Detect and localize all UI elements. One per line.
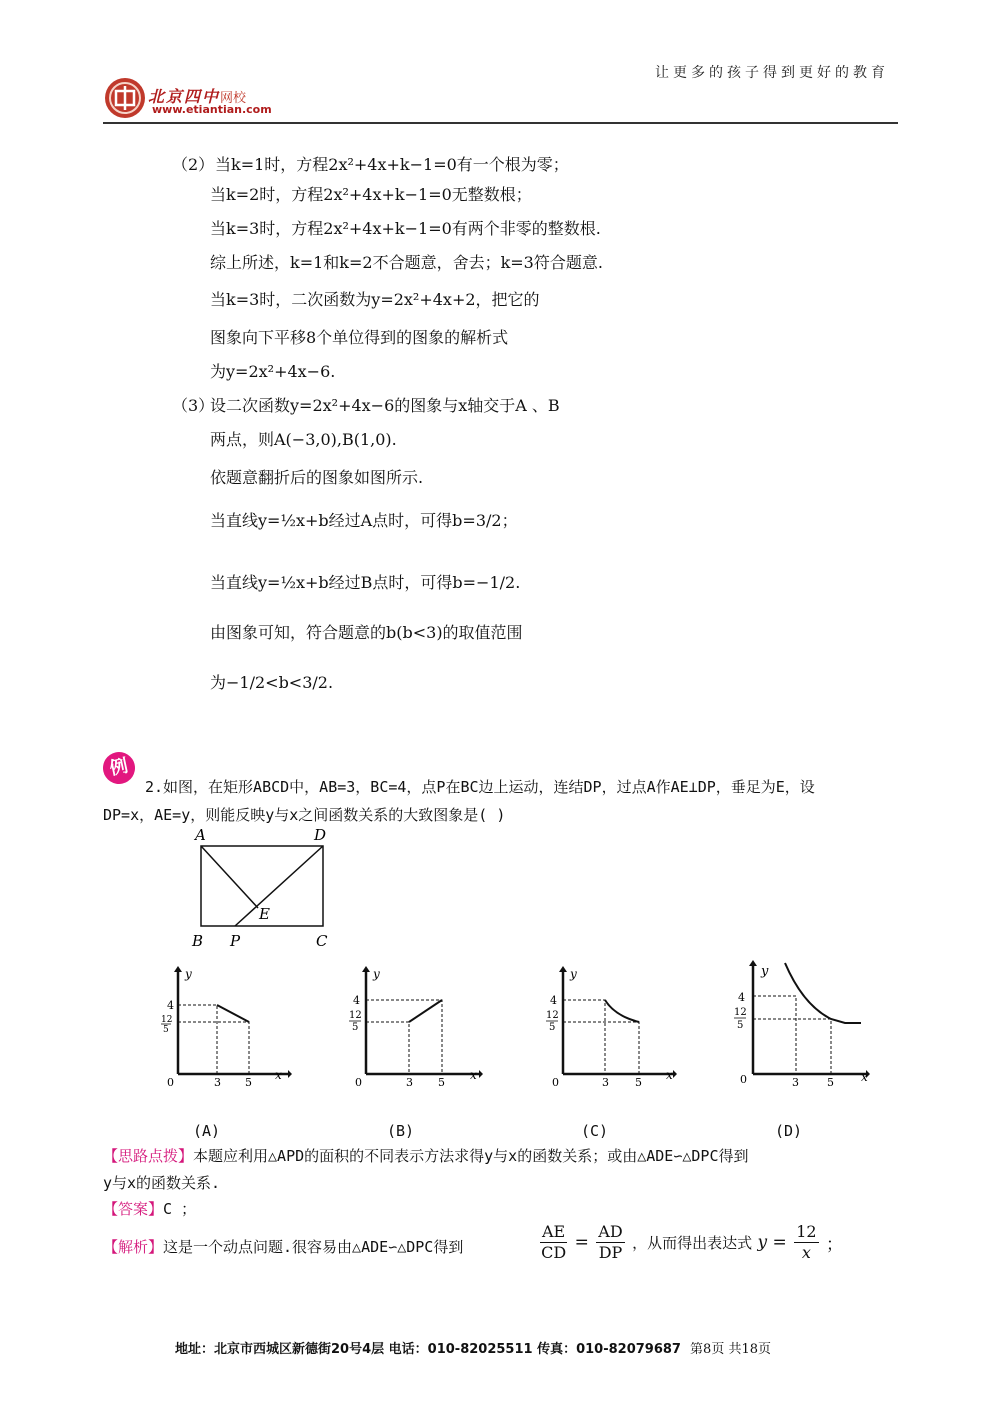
logo-emblem-icon bbox=[103, 76, 147, 120]
svg-text:5: 5 bbox=[245, 1076, 252, 1089]
graph-label: (B) bbox=[387, 1122, 415, 1140]
solution-line: 当直线y=½x+b经过A点时，可得b=3/2； bbox=[210, 511, 518, 530]
footer: 地址：北京市西城区新德街20号4层 电话：010-82025511 传真：010-82079687 第8页 共18页 bbox=[175, 1342, 771, 1357]
fraction-12-x: $\frac{12}{x}$ bbox=[796, 1222, 817, 1262]
svg-text:5: 5 bbox=[163, 1025, 169, 1035]
label-c: C bbox=[316, 932, 328, 950]
graph-label: (C) bbox=[581, 1122, 609, 1140]
svg-text:5: 5 bbox=[827, 1076, 834, 1089]
svg-text:4: 4 bbox=[550, 994, 557, 1007]
solution-line: 图象向下平移8个单位得到的图象的解析式 bbox=[210, 328, 509, 347]
slogan: 让更多的孩子得到更好的教育 bbox=[655, 65, 889, 81]
svg-text:0: 0 bbox=[740, 1073, 747, 1086]
hint-tag: 【思路点拨】 bbox=[103, 1147, 194, 1165]
answer-line: 【答案】C ； bbox=[103, 1200, 197, 1218]
rectangle-figure bbox=[190, 824, 340, 954]
logo bbox=[103, 76, 147, 120]
svg-text:5: 5 bbox=[635, 1076, 642, 1089]
svg-text:y: y bbox=[570, 967, 577, 981]
svg-text:5: 5 bbox=[737, 1020, 744, 1031]
solution-line: 当k=3时，方程2x²+4x+k−1=0有两个非零的整数根. bbox=[210, 219, 601, 238]
solution-line: 当k=3时，二次函数为y=2x²+4x+2，把它的 bbox=[210, 290, 540, 309]
svg-text:x: x bbox=[275, 1068, 282, 1082]
label-b: B bbox=[192, 932, 204, 950]
label-p: P bbox=[230, 932, 241, 950]
svg-text:3: 3 bbox=[214, 1076, 221, 1089]
hint-line: 【思路点拨】本题应利用△APD的面积的不同表示方法求得y与x的函数关系；或由△ADE∽△DPC得到 bbox=[103, 1147, 749, 1165]
solution-line: 由图象可知，符合题意的b(b<3)的取值范围 bbox=[210, 623, 523, 642]
graph-label: (A) bbox=[193, 1122, 221, 1140]
svg-text:5: 5 bbox=[549, 1022, 556, 1033]
header-divider bbox=[103, 122, 898, 124]
svg-text:3: 3 bbox=[602, 1076, 609, 1089]
svg-text:12: 12 bbox=[546, 1010, 559, 1021]
label-a: A bbox=[195, 826, 206, 844]
graph-d[interactable] bbox=[733, 960, 878, 1091]
svg-text:12: 12 bbox=[161, 1015, 173, 1025]
svg-text:0: 0 bbox=[552, 1076, 559, 1089]
page-number: 第8页 共18页 bbox=[690, 1342, 771, 1357]
svg-text:x: x bbox=[470, 1068, 477, 1082]
svg-text:0: 0 bbox=[167, 1076, 174, 1089]
graph-c[interactable] bbox=[543, 966, 683, 1091]
analysis-formula: $\frac{AE}{CD}$ = $\frac{AD}{DP}$ ，从而得出表达式 y = $\frac{12}{x}$ ； bbox=[541, 1222, 843, 1262]
svg-text:0: 0 bbox=[355, 1076, 362, 1089]
svg-text:y: y bbox=[373, 967, 380, 981]
analysis-tag: 【解析】 bbox=[103, 1238, 164, 1256]
problem-text: 2.如图，在矩形ABCD中，AB=3，BC=4，点P在BC边上运动，连结DP，过点A作AE⊥DP，垂足为E，设 bbox=[145, 778, 815, 796]
graph-label: (D) bbox=[775, 1122, 803, 1140]
solution-line: 当k=1时，方程2x²+4x+k−1=0有一个根为零； bbox=[215, 155, 569, 174]
fraction-ae-cd: $\frac{AE}{CD}$ bbox=[541, 1222, 567, 1262]
graph-a[interactable] bbox=[158, 966, 293, 1091]
example-badge: 例 bbox=[100, 749, 138, 787]
svg-text:x: x bbox=[861, 1070, 868, 1084]
solution-line: 为−1/2<b<3/2. bbox=[210, 673, 334, 692]
answer-tag: 【答案】 bbox=[103, 1200, 164, 1218]
solution-line: 依题意翻折后的图象如图所示. bbox=[210, 468, 424, 487]
fraction-ad-dp: $\frac{AD}{DP}$ bbox=[598, 1222, 623, 1262]
svg-text:4: 4 bbox=[353, 994, 360, 1007]
label-e: E bbox=[259, 905, 270, 923]
solution-line: 当k=2时，方程2x²+4x+k−1=0无整数根； bbox=[210, 185, 532, 204]
solution-line: 当直线y=½x+b经过B点时，可得b=−1/2. bbox=[210, 573, 521, 592]
problem-text: DP=x，AE=y，则能反映y与x之间函数关系的大致图象是( ) bbox=[103, 806, 506, 824]
analysis-line: 【解析】这是一个动点问题.很容易由△ADE∽△DPC得到 bbox=[103, 1238, 464, 1256]
part3-label: （3） bbox=[172, 396, 215, 415]
hint-line: y与x的函数关系. bbox=[103, 1174, 221, 1192]
graph-b[interactable] bbox=[346, 966, 486, 1091]
svg-text:12: 12 bbox=[734, 1007, 747, 1018]
solution-line: 综上所述，k=1和k=2不合题意，舍去；k=3符合题意. bbox=[210, 253, 603, 272]
brand-url[interactable]: www.etiantian.com bbox=[152, 103, 272, 116]
solution-line: 设二次函数y=2x²+4x−6的图象与x轴交于A 、B bbox=[210, 396, 560, 415]
solution-line: 为y=2x²+4x−6. bbox=[210, 362, 336, 381]
svg-text:3: 3 bbox=[406, 1076, 413, 1089]
svg-text:4: 4 bbox=[167, 999, 174, 1012]
svg-text:4: 4 bbox=[738, 991, 745, 1004]
svg-text:3: 3 bbox=[792, 1076, 799, 1089]
svg-text:5: 5 bbox=[352, 1022, 359, 1033]
brand-name: 北京四中网校 bbox=[148, 87, 247, 106]
svg-text:x: x bbox=[666, 1068, 673, 1082]
solution-line: 两点，则A(−3,0),B(1,0). bbox=[210, 430, 397, 449]
svg-text:y: y bbox=[185, 967, 192, 981]
svg-text:12: 12 bbox=[349, 1010, 362, 1021]
svg-text:y: y bbox=[761, 964, 769, 979]
label-d: D bbox=[314, 826, 327, 844]
part2-label: （2） bbox=[172, 155, 215, 174]
svg-text:5: 5 bbox=[438, 1076, 445, 1089]
